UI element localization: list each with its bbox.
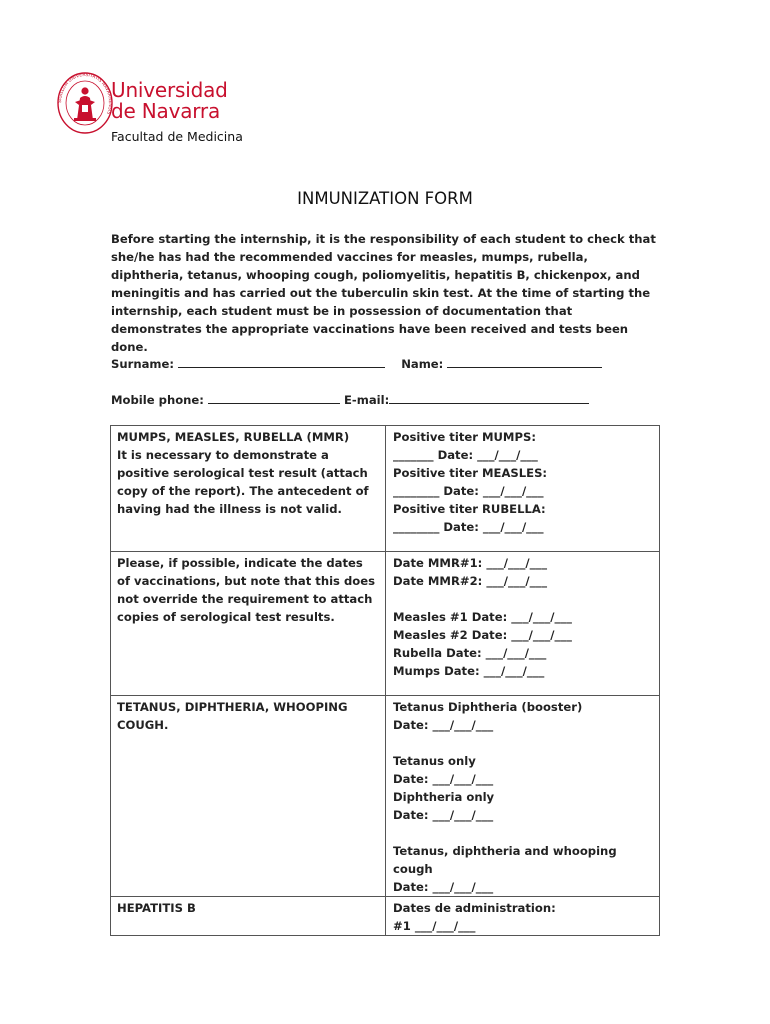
- faculty-name: Facultad de Medicina: [111, 129, 243, 144]
- mmr-dates: [386, 552, 660, 696]
- diphtheria-only-label: Diphtheria only: [393, 790, 495, 804]
- mmr2-date-field[interactable]: Date MMR#2: ___/___/___: [393, 574, 547, 588]
- university-name: [111, 80, 228, 122]
- surname-field[interactable]: [178, 355, 385, 368]
- mmr-titers: [386, 426, 660, 552]
- mmr1-date-field[interactable]: Date MMR#1: ___/___/___: [393, 556, 547, 570]
- mmr-requirement: It is necessary to demonstrate a positive serological test result (attach copy of the report). The antecedent of having had the illness is not valid.: [117, 448, 369, 516]
- tetanus-title: TETANUS, DIPHTHERIA, WHOOPING COUGH.: [117, 700, 348, 732]
- dtp-label: Tetanus, diphtheria and whooping cough: [393, 844, 617, 876]
- form-title: INMUNIZATION FORM: [297, 189, 473, 208]
- measles-titer-field[interactable]: ________ Date: ___/___/___: [393, 484, 544, 498]
- tetanus-only-date-field[interactable]: Date: ___/___/___: [393, 772, 494, 786]
- intro-paragraph: Before starting the internship, it is the responsibility of each student to check that she/he has had the recommended vaccines for measles, mumps, rubella, diphtheria, tetanus, whooping cough, poliomyelitis, hepatitis B, chickenpox, and meningitis and has carried out the tuberculin skin test. At the time of starting the internship, each student must be in possession of documentation that demonstrates the appropriate vaccinations have been received and tests been done.: [111, 232, 656, 354]
- td-booster-date-field[interactable]: Date: ___/___/___: [393, 718, 494, 732]
- table-row-mmr: [111, 426, 660, 552]
- mobile-label: Mobile phone:: [111, 393, 204, 407]
- university-name-line1: Universidad: [111, 78, 228, 102]
- svg-text:SIGILLUM UNIVERSITATIS NAVARRE: SIGILLUM UNIVERSITATIS NAVARRENSIS: [57, 72, 113, 115]
- email-label: E-mail:: [344, 393, 390, 407]
- mumps-titer-label: Positive titer MUMPS:: [393, 430, 536, 444]
- rubella-titer-label: Positive titer RUBELLA:: [393, 502, 546, 516]
- email-field[interactable]: [389, 391, 589, 404]
- diphtheria-only-date-field[interactable]: Date: ___/___/___: [393, 808, 494, 822]
- hepatitis-b-dates: [386, 897, 660, 936]
- mobile-field[interactable]: [208, 391, 340, 404]
- mumps-date-field[interactable]: Mumps Date: ___/___/___: [393, 664, 545, 678]
- tetanus-only-label: Tetanus only: [393, 754, 476, 768]
- mmr-description: [111, 426, 386, 552]
- td-booster-label: Tetanus Diphtheria (booster): [393, 700, 583, 714]
- measles1-date-field[interactable]: Measles #1 Date: ___/___/___: [393, 610, 572, 624]
- table-row-mmr-dates: [111, 552, 660, 696]
- rubella-date-field[interactable]: Rubella Date: ___/___/___: [393, 646, 547, 660]
- measles-titer-label: Positive titer MEASLES:: [393, 466, 548, 480]
- surname-label: Surname:: [111, 357, 174, 371]
- dtp-date-field[interactable]: Date: ___/___/___: [393, 880, 494, 894]
- table-row-hepatitis-b: [111, 897, 660, 936]
- immunization-table: [110, 425, 660, 936]
- name-field[interactable]: [447, 355, 602, 368]
- surname-name-line: [111, 355, 602, 371]
- hepb-admin-label: Dates de administration:: [393, 901, 556, 915]
- mmr-title: MUMPS, MEASLES, RUBELLA (MMR): [117, 430, 350, 444]
- contact-line: [111, 391, 589, 407]
- hepb-dose1-field[interactable]: #1 ___/___/___: [393, 919, 476, 933]
- tetanus-description: [111, 696, 386, 897]
- hepatitis-b-title: HEPATITIS B: [117, 901, 196, 915]
- university-name-line2: de Navarra: [111, 99, 221, 123]
- mumps-titer-field[interactable]: _______ Date: ___/___/___: [393, 448, 538, 462]
- hepatitis-b-description: [111, 897, 386, 936]
- table-row-tetanus: [111, 696, 660, 897]
- mmr-dates-note-text: Please, if possible, indicate the dates of vaccinations, but note that this does not override the requirement to attach copies of serological test results.: [117, 556, 376, 624]
- rubella-titer-field[interactable]: ________ Date: ___/___/___: [393, 520, 544, 534]
- tetanus-dates: [386, 696, 660, 897]
- name-label: Name:: [401, 357, 444, 371]
- measles2-date-field[interactable]: Measles #2 Date: ___/___/___: [393, 628, 572, 642]
- university-seal-icon: [57, 72, 113, 134]
- mmr-dates-note: [111, 552, 386, 696]
